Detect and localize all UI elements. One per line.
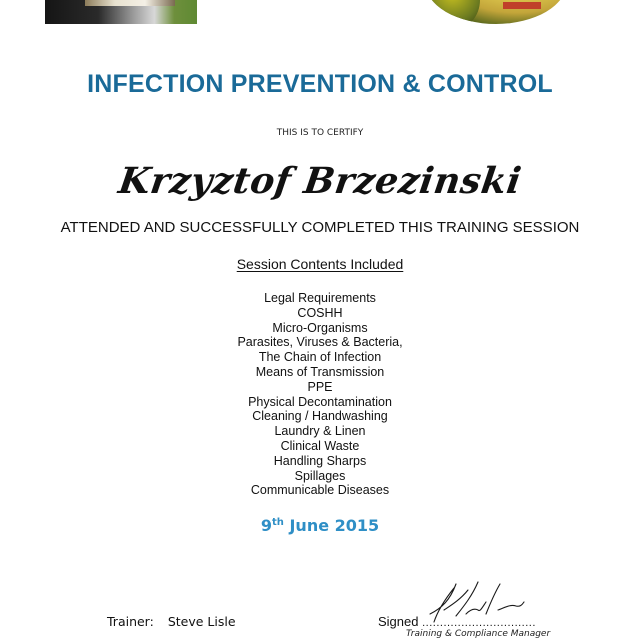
session-item: Parasites, Viruses & Bacteria, [237, 335, 403, 350]
session-item: Means of Transmission [255, 364, 385, 379]
session-item: Micro-Organisms [272, 320, 368, 335]
certify-text: THIS IS TO CERTIFY [276, 128, 364, 138]
session-item: Clinical Waste [280, 438, 360, 453]
certificate-title: INFECTION PREVENTION & CONTROL [87, 70, 553, 98]
handwritten-signature [420, 580, 530, 625]
session-item: Spillages [294, 468, 346, 483]
session-item: Communicable Diseases [250, 483, 390, 498]
date-day: 9 [260, 516, 272, 535]
session-item: The Chain of Infection [258, 350, 382, 365]
session-item: Cleaning / Handwashing [252, 409, 388, 424]
signed-label: Signed [378, 614, 419, 629]
session-item: Handling Sharps [273, 453, 367, 468]
session-contents-list [0, 291, 640, 498]
building-photo [45, 0, 197, 24]
certificate-date [0, 516, 640, 535]
trainer-line [107, 614, 236, 629]
trainer-name: Steve Lisle [167, 614, 236, 629]
session-contents-heading: Session Contents Included [236, 256, 404, 272]
date-month-year: June 2015 [289, 516, 380, 535]
date-suffix: th [271, 517, 284, 528]
session-item: PPE [307, 379, 333, 394]
session-item: Physical Decontamination [248, 394, 392, 409]
recipient-name: Krzyztof Brzezinski [115, 160, 525, 202]
completion-text: ATTENDED AND SUCCESSFULLY COMPLETED THIS TRAINING SESSION [60, 219, 580, 236]
session-item: COSHH [297, 305, 343, 320]
signer-role: Training & Compliance Manager [406, 629, 551, 639]
trainer-label: Trainer: [107, 614, 154, 629]
garden-photo [425, 0, 567, 24]
signature-dotted-line: ................................ [422, 617, 536, 629]
session-item: Legal Requirements [264, 291, 376, 305]
session-item: Laundry & Linen [274, 424, 366, 439]
